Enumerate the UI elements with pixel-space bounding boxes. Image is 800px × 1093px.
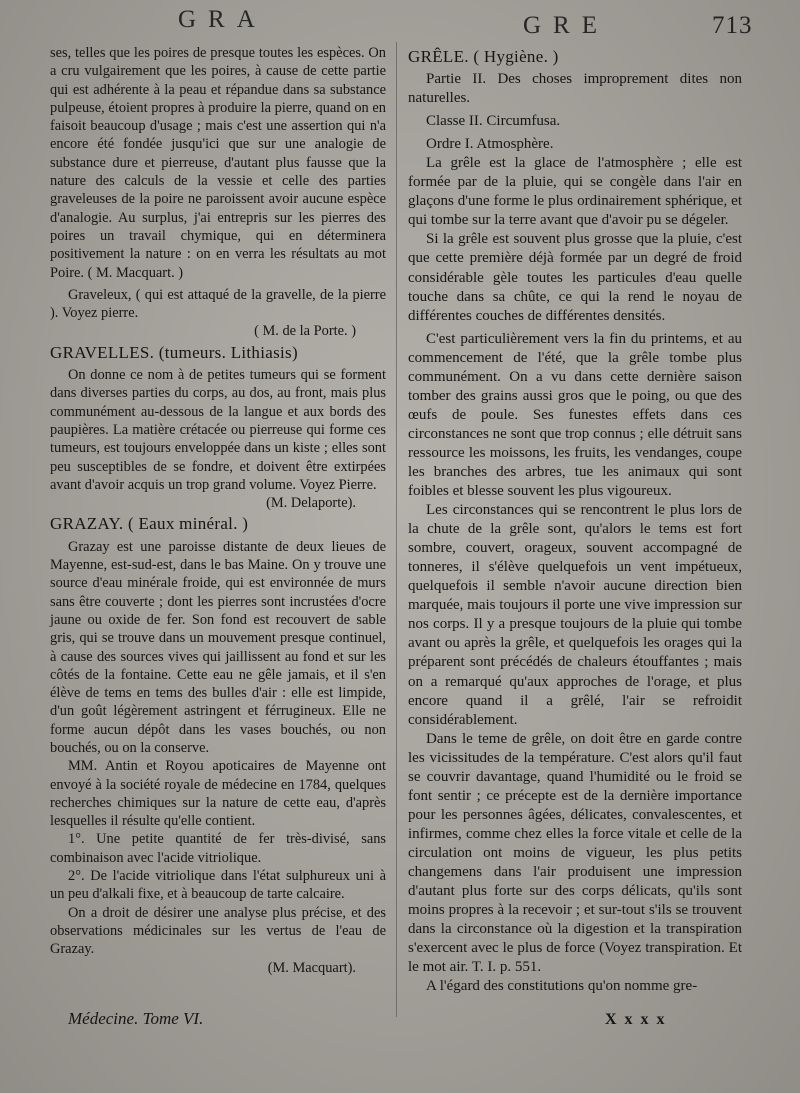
grazay-heading: GRAZAY. ( Eaux minéral. ): [50, 514, 249, 534]
gravelles-heading: GRAVELLES. (tumeurs. Lithiasis): [50, 342, 298, 362]
grele-paragraph-3: C'est particulièrement vers la fin du printems, et au commencement de l'été, que la grêle tombe plus communément. On a vu dans cette dernière saison tomber des grains aussi gros que le poing, ou que des œufs de poule. Ses funestes effets dans ces circonstances ne sont que trop connus ; elle détruit sans ressource les moissons, les fruits, les vendanges, coupe les branches des arbres, tue les animaux qui sont foibles et blesse souvent les plus vigoureux.: [408, 330, 742, 500]
grele-partie: Partie II. Des choses improprement dites non naturelles.: [408, 71, 742, 107]
volume-footer: Médecine. Tome VI.: [68, 1009, 204, 1028]
grele-paragraph-5: Dans le teme de grêle, on doit être en garde contre les vicissitudes de la température. C'est alors qu'il faut se couvrir davantage, quand l'humidité ou le froid se font sentir ; ce précepte est de la dernière importance pour les personnes âgées, délicates, convalescentes, et infirmes, comme chez elles la force vitale et celle de la circulation ont moins de vigueur, les plus petits changemens dans l'air produisent une impression d'autant plus forte sur des corps délicats, qu'ils sont moins propres à la recevoir ; et sur-tout s'ils se trouvent dans la circonstance où la digestion et la transpiration s'exercent avec le plus de force (Voyez transpiration. Et le mot air. T. I. p. 551.: [408, 730, 742, 976]
grazay-paragraph-5: On a droit de désirer une analyse plus précise, et des observations médicinales sur les vertus de l'eau de Grazay.: [50, 904, 386, 958]
gravelles-body: On donne ce nom à de petites tumeurs qui se forment dans diverses parties du corps, au dos, au front, mais plus communément au-dessous de la langue et aux bords des paupières. La matière crétacée ou pierreuse qui forme ces tumeurs, est toujours enveloppée dans un kiste ; elles sont peu susceptibles de se fondre, et doivent être extirpées avant d'avoir acquis un trop grand volume. Voyez Pierre.: [50, 367, 386, 493]
poire-entry-end: ses, telles que les poires de presque toutes les espèces. On a cru vulgairement que les poires, à cause de cette partie qui est adhérente à la peau et répandue dans sa substance pulpeuse, étoient propres à produire la pierre, quand on en faisoit beaucoup d'usage ; mais c'est une assertion qui n'a encore été fondée jusqu'ici que sur une analogie de substance dure et pierreuse, d'autant plus fausse que la nature des calculs de la vessie et celle des parties graveleuses de la poire ne paroissent avoir aucune espèce d'analogie. Au surplus, j'ai entrepris sur les pierres des poires un travail chymique, qui en déterminera positivement la nature : on en verra les résultats au mot Poire. ( M. Macquart. ): [50, 45, 386, 281]
grele-paragraph-4: Les circonstances qui se rencontrent le plus lors de la chute de la grêle sont, qu'alors le tems est fort sombre, couvert, orageux, souvent accompagné de tonneres, il s'élève quelquefois un vent impétueux, quelquefois il semble n'avoir aucune direction bien marquée, mais toujours il porte une vive impression sur nos corps. Il y a presque toujours de la pluie qui tombe avant ou après la grêle, et quelquefois les orages qui la préparent sont précédés de chaleurs étouffantes ; mais on a remarqué qu'aux approches de l'orage, et plus encore quand il a grêlé, l'air se refroidit considérablement.: [408, 502, 742, 728]
left-column: [50, 44, 386, 977]
running-head-right: GRE: [523, 12, 609, 39]
grazay-author: (M. Macquart).: [267, 959, 356, 976]
page-number: 713: [712, 12, 753, 39]
gravelles-author: (M. Delaporte).: [266, 495, 356, 512]
graveleux-author: ( M. de la Porte. ): [254, 323, 356, 340]
grele-classe: Classe II. Circumfusa.: [426, 113, 561, 130]
grazay-paragraph-1: Grazay est une paroisse distante de deux lieues de Mayenne, est-sud-est, dans le bas Maine. On y trouve une source d'eau minérale froide, qui est environnée de murs sans être couverte ; dont les pierres sont incrustées d'ocre jaune ou oxide de fer. Son fond est recouvert de sable gris, qui se trouve dans un mouvement presque continuel, à cause des sources vives qui jaillissent au fond et sur les côtés de la fontaine. Cette eau ne gêle jamais, et il s'en élève de tems en tems des bulles d'air : elle est limpide, d'un goût légèrement astringent et férrugineux. Elle ne forme aucun dépôt dans les vases bouchés, ou non bouchés, ou on la conserve.: [50, 538, 386, 756]
grazay-paragraph-2: MM. Antin et Royou apoticaires de Mayenne ont envoyé à la société royale de médecine en 1784, quelques recherches chimiques sur la nature de cette eau, d'après lesquelles il résulte qu'elle contient.: [50, 758, 386, 830]
graveleux-entry: Graveleux, ( qui est attaqué de la gravelle, de la pierre ). Voyez pierre.: [50, 286, 386, 322]
grele-paragraph-1: La grêle est la glace de l'atmosphère ; elle est formée par de la pluie, qui se congèle dans l'air en glaçons d'une forme le plus ordinairement sphérique, et qui tombe sur la terre avant que d'avoir pu se dégeler.: [408, 155, 742, 229]
signature-mark: X x x x: [605, 1011, 667, 1028]
column-divider: [396, 42, 397, 1017]
grele-paragraph-2: Si la grêle est souvent plus grosse que la pluie, c'est que cette première déjà formée par un degré de froid considérable gèle toutes les particules d'eau quelle touche dans sa chûte, ce qui la rend le noyau de différentes couches de différentes densités.: [408, 231, 742, 324]
running-head-left: GRA: [178, 6, 267, 33]
grele-heading: GRÊLE. ( Hygiène. ): [408, 47, 559, 66]
grele-paragraph-6: A l'égard des constitutions qu'on nomme gre-: [426, 978, 698, 995]
grele-ordre: Ordre I. Atmosphère.: [426, 136, 554, 153]
grazay-paragraph-3: 1°. Une petite quantité de fer très-divisé, sans combinaison avec l'acide vitriolique.: [50, 831, 386, 866]
grazay-paragraph-4: 2°. De l'acide vitriolique dans l'état sulphureux uni à un peu d'alkali fixe, et à beaucoup de tarte calcaire.: [50, 868, 386, 903]
right-column: [408, 44, 742, 996]
